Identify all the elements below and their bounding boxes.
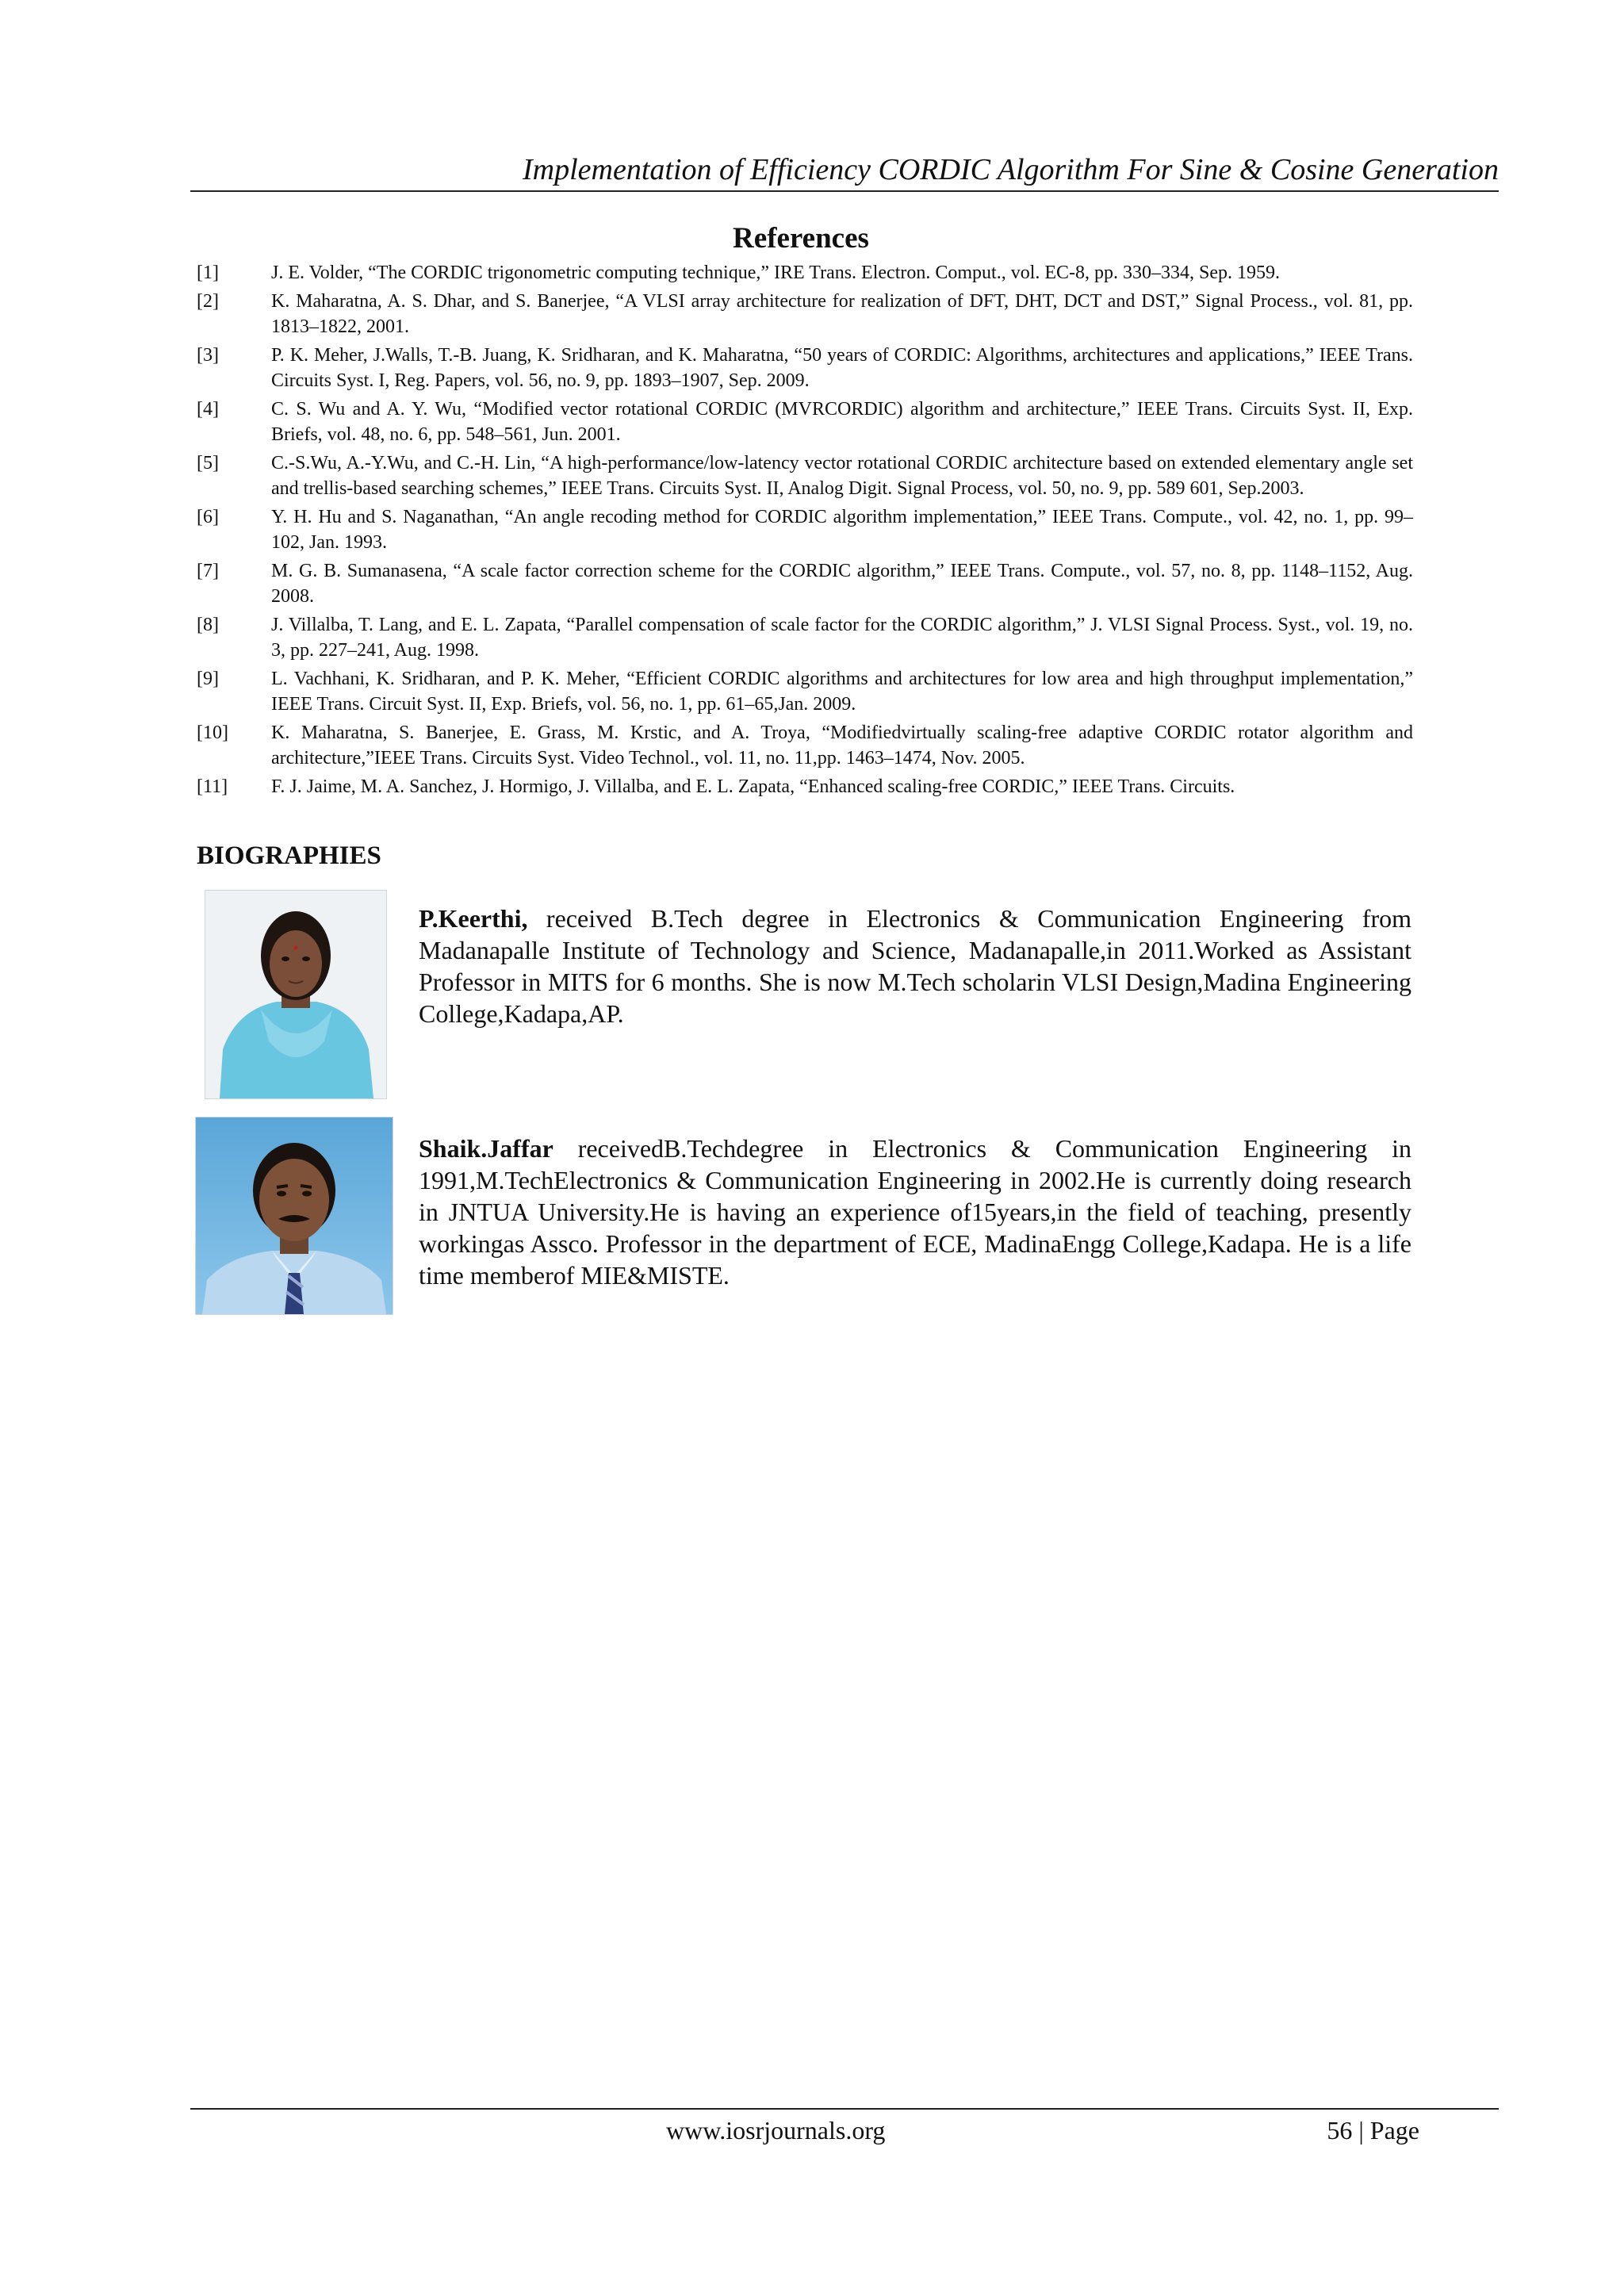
reference-item: [197, 397, 1418, 447]
reference-item: [197, 666, 1418, 717]
reference-item: [197, 504, 1418, 555]
footer-page-number: 56 | Page: [1327, 2116, 1419, 2145]
biography-text: received B.Tech degree in Electronics & Communication Engineering from Madanapalle Institute of Technology and Science, Madanapalle,in 2011.Worked as Assistant Professor in MITS for 6 months. She is now M.Tech scholarin VLSI Design,Madina Engineering College,Kadapa,AP.: [419, 904, 1411, 1028]
reference-text: J. Villalba, T. Lang, and E. L. Zapata, “Parallel compensation of scale factor for the CORDIC algorithm,” J. VLSI Signal Process. Syst., vol. 19, no. 3, pp. 227–241, Aug. 1998.: [271, 615, 1413, 661]
biographies-heading: BIOGRAPHIES: [197, 841, 381, 870]
reference-text: Y. H. Hu and S. Naganathan, “An angle recoding method for CORDIC algorithm implementation,” IEEE Trans. Compute., vol. 42, no. 1, pp. 99–102, Jan. 1993.: [271, 507, 1413, 553]
footer-rule: [190, 2108, 1499, 2110]
reference-text: P. K. Meher, J.Walls, T.-B. Juang, K. Sridharan, and K. Maharatna, “50 years of CORDIC: Algorithms, architectures and applications,” IEEE Trans. Circuits Syst. I, Reg. Papers, vol. 56, no. 9, pp. 1893–1907, Sep. 2009.: [271, 345, 1413, 391]
biography-keerthi: [419, 903, 1411, 1029]
reference-number: [4]: [197, 399, 219, 420]
reference-text: C.-S.Wu, A.-Y.Wu, and C.-H. Lin, “A high-performance/low-latency vector rotational CORDIC architecture based on extended elementary angle set and trellis-based searching schemes,” IEEE Trans. Circuits Syst. II, Analog Digit. Signal Process, vol. 50, no. 9, pp. 589 601, Sep.2003.: [271, 453, 1413, 499]
reference-item: [197, 289, 1418, 339]
references-list: [197, 260, 1418, 803]
reference-item: [197, 558, 1418, 609]
reference-item: [197, 720, 1418, 771]
reference-number: [7]: [197, 561, 219, 581]
reference-item: [197, 343, 1418, 393]
reference-item: [197, 260, 1418, 286]
reference-text: F. J. Jaime, M. A. Sanchez, J. Hormigo, J. Villalba, and E. L. Zapata, “Enhanced scaling-free CORDIC,” IEEE Trans. Circuits.: [271, 776, 1235, 797]
reference-text: C. S. Wu and A. Y. Wu, “Modified vector rotational CORDIC (MVRCORDIC) algorithm and architecture,” IEEE Trans. Circuits Syst. II, Exp. Briefs, vol. 48, no. 6, pp. 548–561, Jun. 2001.: [271, 399, 1413, 445]
reference-text: K. Maharatna, S. Banerjee, E. Grass, M. Krstic, and A. Troya, “Modifiedvirtually scaling-free adaptive CORDIC rotator algorithm and architecture,”IEEE Trans. Circuits Syst. Video Technol., vol. 11, no. 11,pp. 1463–1474, Nov. 2005.: [271, 723, 1413, 769]
biography-text: receivedB.Techdegree in Electronics & Communication Engineering in 1991,M.TechElectronics & Communication Engineering in 2002.He is currently doing research in JNTUA University.He is having an experience of15years,in the field of teaching, presently workingas Assco. Professor in the department of ECE, MadinaEngg College,Kadapa. He is a life time memberof MIE&MISTE.: [419, 1134, 1411, 1290]
running-header: Implementation of Efficiency CORDIC Algorithm For Sine & Cosine Generation: [523, 153, 1499, 186]
author-photo-jaffar: [195, 1117, 393, 1315]
header-rule: [190, 190, 1499, 192]
reference-text: L. Vachhani, K. Sridharan, and P. K. Meher, “Efficient CORDIC algorithms and architectures for low area and high throughput implementation,” IEEE Trans. Circuit Syst. II, Exp. Briefs, vol. 56, no. 1, pp. 61–65,Jan. 2009.: [271, 669, 1413, 715]
reference-item: [197, 450, 1418, 501]
reference-number: [9]: [197, 669, 219, 689]
footer-website: www.iosrjournals.org: [666, 2116, 886, 2145]
references-title: References: [733, 222, 869, 255]
author-photo-keerthi: [205, 890, 387, 1099]
reference-number: [11]: [197, 776, 228, 797]
reference-text: J. E. Volder, “The CORDIC trigonometric computing technique,” IRE Trans. Electron. Comput., vol. EC-8, pp. 330–334, Sep. 1959.: [271, 263, 1281, 283]
reference-number: [2]: [197, 291, 219, 312]
reference-number: [5]: [197, 453, 219, 473]
reference-number: [1]: [197, 263, 219, 283]
reference-text: M. G. B. Sumanasena, “A scale factor correction scheme for the CORDIC algorithm,” IEEE Trans. Compute., vol. 57, no. 8, pp. 1148–1152, Aug. 2008.: [271, 561, 1413, 607]
author-name: P.Keerthi,: [419, 904, 528, 933]
reference-item: [197, 612, 1418, 663]
biography-jaffar: [419, 1133, 1411, 1291]
author-name: Shaik.Jaffar: [419, 1134, 553, 1163]
reference-number: [10]: [197, 723, 228, 743]
reference-number: [6]: [197, 507, 219, 527]
reference-number: [8]: [197, 615, 219, 635]
reference-number: [3]: [197, 345, 219, 366]
reference-item: [197, 774, 1418, 799]
reference-text: K. Maharatna, A. S. Dhar, and S. Banerjee, “A VLSI array architecture for realization of DFT, DHT, DCT and DST,” Signal Process., vol. 81, pp. 1813–1822, 2001.: [271, 291, 1413, 337]
